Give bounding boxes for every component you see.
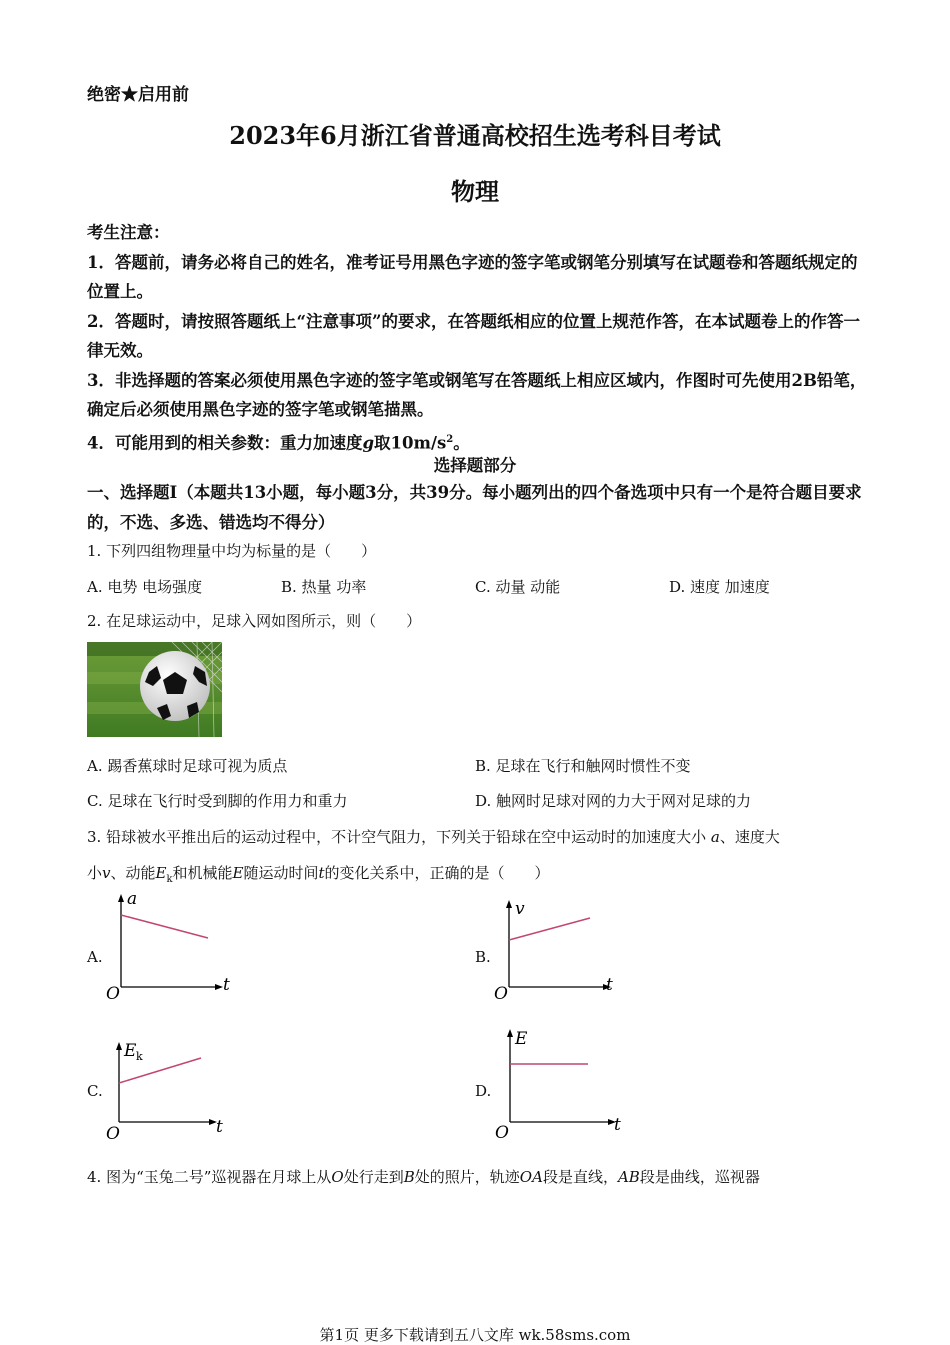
page-footer: 第1页 更多下载请到五八文库 wk.58sms.com — [319, 1326, 631, 1344]
q4-point-b: B — [403, 1168, 415, 1186]
q3-var-a: a — [710, 828, 720, 846]
q3-var-v: v — [102, 864, 111, 882]
q3-text: 随运动时间 — [243, 864, 319, 882]
q3-option-a-label: A. — [87, 948, 103, 966]
secret-mark: 绝密★启用前 — [87, 85, 189, 105]
graph-b-origin: O — [494, 984, 508, 1004]
q3-graph-a — [100, 890, 250, 1005]
q3-var-t: t — [318, 864, 325, 882]
q3-text: 的变化关系中，正确的是（ ） — [324, 864, 550, 882]
q3-graph-c — [100, 1028, 250, 1143]
graph-a-ylabel: a — [127, 890, 138, 909]
soccer-ball-photo — [87, 642, 222, 737]
graph-c-ylabel: E — [124, 1041, 137, 1061]
q4-text: 4. 图为“玉兔二号”巡视器在月球上从 — [87, 1168, 332, 1186]
note4-var: g — [362, 433, 375, 452]
part-title: 选择题部分 — [433, 456, 517, 475]
q3-text: 、动能 — [110, 864, 156, 882]
q3-var-e: E — [232, 864, 244, 882]
graph-a-trend-line — [121, 915, 208, 938]
q3-text: 、速度大 — [719, 828, 780, 846]
q3-option-b-label: B. — [475, 948, 491, 966]
q3-text: 3. 铅球被水平推出后的运动过程中，不计空气阻力，下列关于铅球在空中运动时的加速度大小 — [87, 828, 707, 846]
q3-graph-b — [488, 890, 638, 1005]
q4-segment-oa: OA — [519, 1168, 543, 1186]
notes-heading: 考生注意： — [87, 223, 170, 242]
note4-mid: 取 — [374, 433, 391, 452]
q3-stem-line2 — [87, 862, 550, 885]
q3-graph-d — [490, 1025, 640, 1143]
section-heading: 一、选择题Ⅰ（本题共13小题，每小题3分，共39分。每小题列出的四个备选项中只有一个是符合题目要求的，不选、多选、错选均不得分） — [87, 483, 862, 532]
graph-a-xlabel: t — [223, 975, 230, 995]
note-item-3: 3．非选择题的答案必须使用黑色字迹的签字笔或钢笔写在答题纸上相应区域内，作图时可先使用2B铅笔，确定后必须使用黑色字迹的签字笔或钢笔描黑。 — [87, 370, 867, 419]
graph-a-origin: O — [106, 984, 120, 1004]
q1-option-a: A. 电势 电场强度 — [87, 578, 203, 596]
q2-option-d: D. 触网时足球对网的力大于网对足球的力 — [475, 792, 752, 810]
q4-text: 段是曲线，巡视器 — [639, 1168, 760, 1186]
graph-c-origin: O — [106, 1124, 120, 1143]
note4-sup: 2 — [446, 433, 454, 445]
q1-stem: 1. 下列四组物理量中均为标量的是（ ） — [87, 542, 377, 560]
note4-value: 10m/s — [390, 433, 447, 452]
q4-segment-ab: AB — [617, 1168, 640, 1186]
q4-text: 段是直线， — [542, 1168, 618, 1186]
q4-text: 处的照片，轨迹 — [414, 1168, 520, 1186]
graph-c-xlabel: t — [216, 1117, 223, 1137]
graph-d-ylabel: E — [515, 1029, 528, 1049]
graph-c-ysub: k — [136, 1050, 143, 1063]
note4-end: 。 — [453, 433, 470, 452]
q3-option-d-label: D. — [475, 1082, 492, 1100]
graph-b-ylabel: v — [515, 899, 525, 919]
q2-option-c: C. 足球在飞行时受到脚的作用力和重力 — [87, 792, 348, 810]
q3-var-ek-sub: k — [166, 874, 173, 885]
exam-notes — [87, 218, 867, 458]
graph-c-trend-line — [119, 1058, 201, 1083]
exam-title: 2023年6月浙江省普通高校招生选考科目考试 — [229, 121, 721, 150]
q2-stem: 2. 在足球运动中，足球入网如图所示，则（ ） — [87, 612, 422, 630]
q3-var-ek: E — [155, 864, 167, 882]
q3-text: 小 — [87, 864, 103, 882]
graph-b-xlabel: t — [606, 975, 613, 995]
q4-point-o: O — [331, 1168, 344, 1186]
q4-stem — [87, 1166, 760, 1187]
graph-b-trend-line — [509, 918, 590, 940]
q3-stem-line1 — [87, 826, 780, 847]
soccer-ball-image — [87, 642, 222, 737]
graph-d-origin: O — [495, 1123, 509, 1143]
q4-text: 处行走到 — [343, 1168, 404, 1186]
note-item-2: 2．答题时，请按照答题纸上“注意事项”的要求，在答题纸相应的位置上规范作答，在本试题卷上的作答一律无效。 — [87, 311, 860, 360]
q3-option-c-label: C. — [87, 1082, 103, 1100]
note4-prefix: 4．可能用到的相关参数：重力加速度 — [87, 433, 363, 452]
q2-option-b: B. 足球在飞行和触网时惯性不变 — [475, 757, 691, 775]
q1-option-c: C. 动量 动能 — [475, 578, 561, 596]
q1-option-b: B. 热量 功率 — [281, 578, 367, 596]
subject-title: 物理 — [451, 177, 499, 206]
graph-d-xlabel: t — [614, 1115, 621, 1135]
q1-option-d: D. 速度 加速度 — [669, 578, 770, 596]
q2-option-a: A. 踢香蕉球时足球可视为质点 — [87, 757, 288, 775]
q3-text: 和机械能 — [172, 864, 233, 882]
note-item-1: 1．答题前，请务必将自己的姓名，准考证号用黑色字迹的签字笔或钢笔分别填写在试题卷和答题纸规定的位置上。 — [87, 252, 858, 301]
